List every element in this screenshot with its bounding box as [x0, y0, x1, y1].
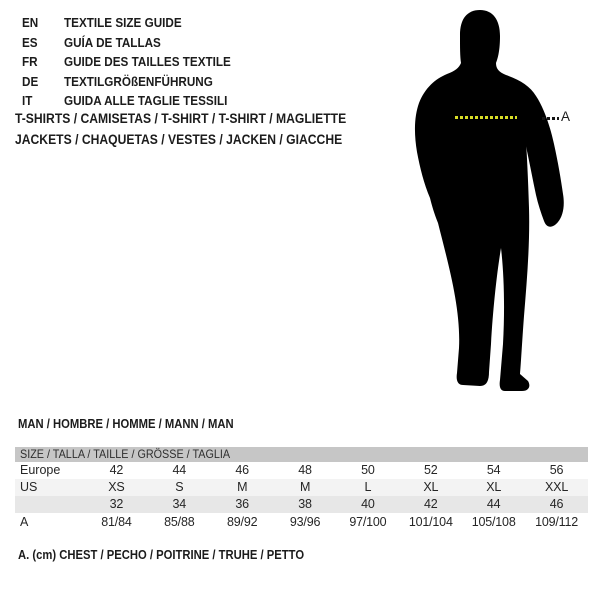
- size-cell: 38: [298, 497, 312, 511]
- language-row: [22, 72, 249, 92]
- size-cell: XS: [108, 480, 125, 494]
- size-cell: 34: [172, 497, 187, 511]
- category-line-text: T-SHIRTS / CAMISETAS / T-SHIRT / T-SHIRT / MAGLIETTE: [15, 111, 347, 126]
- language-code: DE: [22, 73, 39, 89]
- language-list: [22, 13, 249, 111]
- size-cell: 56: [549, 463, 564, 477]
- size-cell: L: [364, 480, 372, 494]
- size-cell: XXL: [545, 480, 569, 494]
- size-cell: 36: [235, 497, 249, 511]
- size-table-header-text: SIZE / TALLA / TAILLE / GRÖSSE / TAGLIA: [20, 447, 231, 461]
- size-cell: 105/108: [471, 515, 516, 529]
- category-line: [15, 108, 383, 129]
- language-name: GUÍA DE TALLAS: [64, 34, 161, 50]
- size-cell: 40: [361, 497, 375, 511]
- section-title-text: MAN / HOMBRE / HOMME / MANN / MAN: [18, 417, 234, 431]
- size-cell: 54: [486, 463, 501, 477]
- size-table-body: [15, 462, 588, 531]
- category-list: [15, 108, 383, 150]
- man-silhouette-path: [415, 10, 564, 391]
- size-cell: 52: [424, 463, 438, 477]
- row-label: Europe: [20, 463, 61, 477]
- size-cell: 85/88: [164, 515, 195, 529]
- measure-leader-dashed-line: [542, 117, 559, 120]
- size-table-header: [15, 447, 588, 462]
- size-cell: 93/96: [289, 515, 321, 529]
- language-code: ES: [22, 34, 38, 50]
- language-code: EN: [22, 15, 39, 30]
- size-cell: 46: [235, 463, 249, 477]
- size-cell: XL: [486, 480, 502, 494]
- size-cell: 89/92: [227, 515, 258, 529]
- row-label: A: [20, 515, 29, 529]
- measure-label-a: A: [561, 109, 571, 124]
- size-cell: 97/100: [349, 515, 387, 529]
- size-table: [15, 447, 588, 531]
- size-cell: 48: [298, 463, 312, 477]
- size-cell: 109/112: [535, 515, 578, 529]
- size-cell: M: [299, 480, 311, 494]
- size-cell: S: [175, 480, 184, 494]
- language-name: TEXTILGRÖßENFÜHRUNG: [64, 73, 213, 89]
- language-row: [22, 52, 249, 72]
- language-row: [22, 33, 249, 53]
- size-cell: 44: [172, 463, 187, 477]
- language-name: TEXTILE SIZE GUIDE: [64, 15, 182, 30]
- chest-measure-dashed-line: [455, 116, 517, 119]
- language-row: [22, 13, 249, 33]
- category-line-text: JACKETS / CHAQUETAS / VESTES / JACKEN / GIACCHE: [15, 132, 343, 147]
- size-cell: 32: [109, 497, 124, 511]
- table-row: [15, 479, 588, 496]
- row-label: US: [20, 480, 38, 494]
- footnote: [18, 548, 336, 562]
- language-name: GUIDE DES TAILLES TEXTILE: [64, 54, 231, 69]
- table-row: [15, 513, 588, 531]
- size-cell: 101/104: [408, 515, 453, 529]
- table-row: [15, 462, 588, 479]
- size-cell: 42: [109, 463, 124, 477]
- language-name: GUIDA ALLE TAGLIE TESSILI: [64, 93, 228, 108]
- size-cell: M: [237, 480, 248, 494]
- footnote-text: A. (cm) CHEST / PECHO / POITRINE / TRUHE / PETTO: [18, 548, 305, 562]
- language-code: IT: [22, 93, 33, 108]
- category-line: [15, 129, 383, 150]
- man-silhouette: [400, 8, 570, 393]
- row-label: [15, 496, 85, 513]
- section-title: [18, 417, 258, 431]
- size-cell: 44: [486, 497, 501, 511]
- table-row: [15, 496, 588, 513]
- size-cell: 46: [549, 497, 564, 511]
- size-cell: 42: [424, 497, 438, 511]
- size-cell: 50: [361, 463, 375, 477]
- size-cell: 81/84: [101, 515, 132, 529]
- language-code: FR: [22, 54, 38, 69]
- size-cell: XL: [423, 480, 439, 494]
